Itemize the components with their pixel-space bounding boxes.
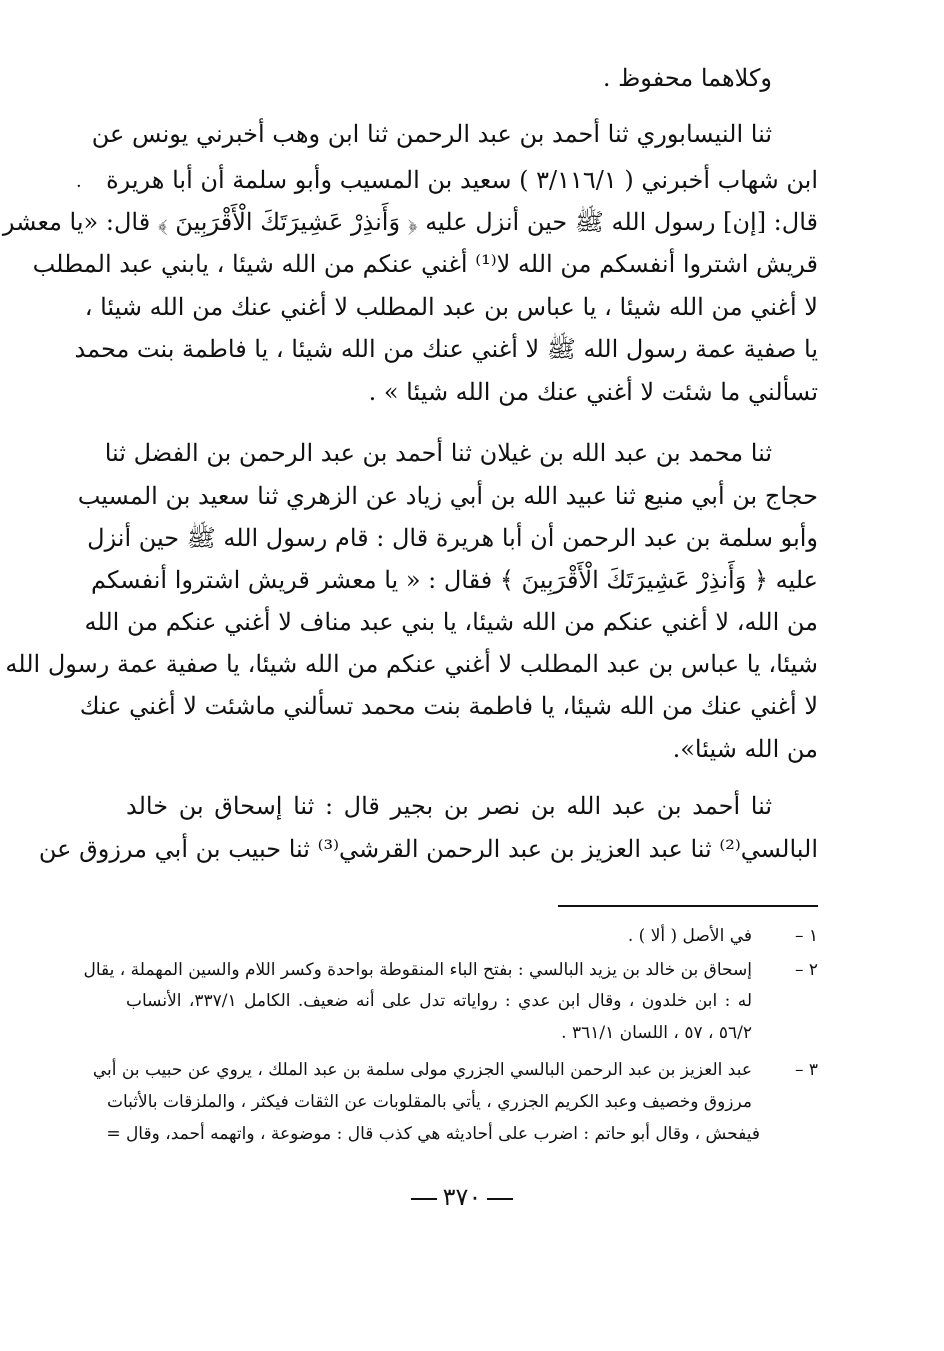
dash-left [487, 1198, 513, 1200]
footnote-line: فيفحش ، وقال أبو حاتم : اضرب على أحاديثه هي كذب قال : موضوعة ، واتهمه أحمد، وقال = [106, 1124, 760, 1144]
text-line: لا أغني عنك من الله شيئا، يا فاطمة بنت محمد تسألني ماشئت لا أغني عنك [79, 692, 818, 720]
text-line: ثنا محمد بن عبد الله بن غيلان ثنا أحمد بن عبد الرحمن بن الفضل ثنا [104, 439, 772, 467]
footnote-2 [83, 954, 818, 1053]
text-line: ثنا أحمد بن عبد الله بن نصر بن بجير قال : ثنا إسحاق بن خالد [126, 792, 772, 820]
text-line: تسألني ما شئت لا أغني عنك من الله شيئا » . [368, 378, 818, 406]
text-line: لا أغني من الله شيئا ، يا عباس بن عبد المطلب لا أغني عنك من الله شيئا ، [84, 293, 818, 321]
footnote-line: عبد العزيز بن عبد الرحمن البالسي الجزري مولى سلمة بن عبد الملك ، يروي عن حبيب بن أبي [92, 1060, 752, 1080]
footnote-line: إسحاق بن خالد بن يزيد البالسي : بفتح الباء المنقوطة بواحدة وكسر اللام والسين المهملة ، يقال [83, 960, 752, 980]
footnote-number: ١ – [794, 926, 818, 946]
text-line: من الله، لا أغني عنكم من الله شيئا، يا بني عبد مناف لا أغني عنكم من الله [84, 608, 818, 636]
footnote-3 [92, 1054, 818, 1153]
text-line: من الله شيئا». [672, 735, 818, 763]
text-line: وأبو سلمة بن عبد الرحمن أن أبا هريرة قال : قام رسول الله ﷺ حين أنزل [87, 524, 818, 552]
footnote-number: ٣ – [794, 1060, 818, 1080]
text-line: حجاج بن أبي منيع ثنا عبيد الله بن أبي زياد عن الزهري ثنا سعيد بن المسيب [77, 482, 818, 510]
text-line: ابن شهاب أخبرني ( ٣/١١٦/١ ) سعيد بن المسيب وأبو سلمة أن أبا هريرة [106, 166, 818, 194]
text-line: يا صفية عمة رسول الله ﷺ لا أغني عنك من الله شيئا ، يا فاطمة بنت محمد [74, 335, 818, 363]
footnote-rule [558, 905, 818, 907]
text-line: قال: [إن] رسول الله ﷺ حين أنزل عليه ﴿ وَأَنذِرْ عَشِيرَتَكَ الْأَقْرَبِينَ ﴾ قال: «يا معشر [2, 208, 818, 236]
footnote-line: مرزوق وخصيف وعبد الكريم الجزري ، يأتي بالمقلوبات عن الثقات فيكثر ، والملزقات بالأثبات [106, 1092, 752, 1112]
footnote-line: ٥٦/٢ ، ٥٧ ، اللسان ٣٦١/١ . [561, 1023, 752, 1043]
text-line: شيئا، يا عباس بن عبد المطلب لا أغني عنكم من الله شيئا، يا صفية عمة رسول الله [5, 650, 818, 678]
footnote-number: ٢ – [794, 960, 818, 980]
top-line: وكلاهما محفوظ . [602, 64, 772, 92]
page-number-value: ٣٧٠ [442, 1183, 482, 1211]
footnote-1 [126, 920, 818, 953]
page-number [392, 1183, 532, 1211]
footnote-line: في الأصل ( ألا ) . [627, 926, 752, 946]
margin-mark: · [76, 176, 82, 197]
text-line: عليه ﴿ وَأَنذِرْ عَشِيرَتَكَ الْأَقْرَبِينَ ﴾ فقال : « يا معشر قريش اشتروا أنفسكم [90, 566, 818, 594]
footnote-line: له : ابن خلدون ، وقال ابن عدي : رواياته تدل على أنه ضعيف. الكامل ٣٣٧/١، الأنساب [126, 991, 753, 1011]
dash-right [411, 1198, 437, 1200]
text-line: ثنا النيسابوري ثنا أحمد بن عبد الرحمن ثنا ابن وهب أخبرني يونس عن [91, 120, 772, 148]
text-line: البالسي⁽²⁾ ثنا عبد العزيز بن عبد الرحمن القرشي⁽³⁾ ثنا حبيب بن أبي مرزوق عن [38, 835, 818, 863]
text-line: قريش اشتروا أنفسكم من الله لا⁽¹⁾ أغني عنكم من الله شيئا ، يابني عبد المطلب [32, 250, 818, 278]
